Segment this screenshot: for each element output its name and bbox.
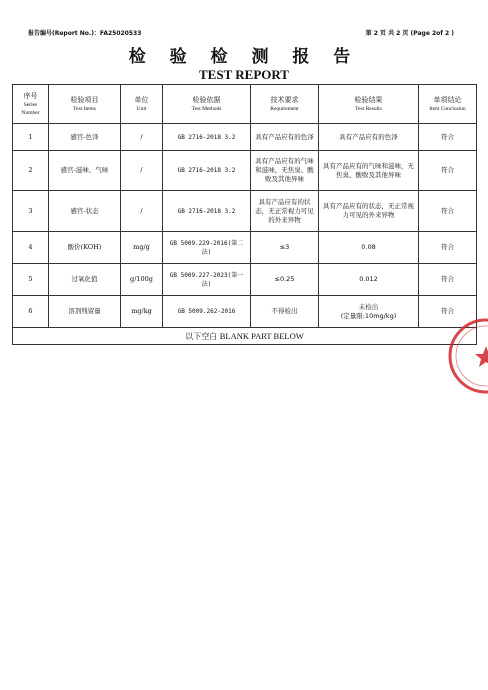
cell-method: GB 2716-2018 3.2 xyxy=(163,124,251,151)
cell-method: GB 2716-2018 3.2 xyxy=(163,191,251,232)
cell-no: 4 xyxy=(13,232,49,264)
table-header-row xyxy=(13,85,477,124)
cell-item: 感官-滋味、气味 xyxy=(49,151,121,191)
cell-no: 2 xyxy=(13,151,49,191)
cell-item: 感官-状态 xyxy=(49,191,121,232)
table-row xyxy=(13,124,477,151)
col-header-unit: 单位 Unit xyxy=(121,85,163,124)
cell-conclusion: 符合 xyxy=(419,264,477,296)
report-number: 报告编号(Report No.)：FA25020533 xyxy=(28,30,142,37)
table-row xyxy=(13,191,477,232)
table-row xyxy=(13,296,477,328)
page-info: 第 2 页 共 2 页 (Page 2of 2 ) xyxy=(365,30,454,37)
cell-item: 感官-色泽 xyxy=(49,124,121,151)
cell-no: 5 xyxy=(13,264,49,296)
cell-requirement: 具有产品应有的气味和滋味，无焦臭、酸败及其他异味 xyxy=(251,151,319,191)
col-header-item: 检验项目 Test Items xyxy=(49,85,121,124)
cell-result: 0.08 xyxy=(319,232,419,264)
cell-unit: mg/g xyxy=(121,232,163,264)
report-title-cn: 检 验 检 测 报 告 xyxy=(128,47,360,67)
cell-conclusion: 符合 xyxy=(419,151,477,191)
col-header-conclusion: 单项结论 Item Conclusion xyxy=(419,85,477,124)
cell-result: 0.012 xyxy=(319,264,419,296)
col-header-series: 序号 Series Number xyxy=(13,85,49,124)
col-header-requirement: 技术要求 Requirement xyxy=(251,85,319,124)
cell-requirement: ≤3 xyxy=(251,232,319,264)
cell-item: 溶剂残留量 xyxy=(49,296,121,328)
result-value: 未检出 xyxy=(358,302,379,311)
cell-conclusion: 符合 xyxy=(419,232,477,264)
cell-method: GB 5009.229-2016(第二法) xyxy=(163,232,251,264)
cell-item: 过氧化值 xyxy=(49,264,121,296)
red-seal-stamp xyxy=(446,316,488,396)
cell-requirement: 不得检出 xyxy=(251,296,319,328)
seal-icon xyxy=(450,320,488,392)
result-note: (定量限:10mg/kg) xyxy=(340,311,397,320)
cell-requirement: ≤0.25 xyxy=(251,264,319,296)
cell-result: 具有产品应有的气味和滋味，无焦臭、酸败及其他异味 xyxy=(319,151,419,191)
cell-unit: mg/kg xyxy=(121,296,163,328)
cell-method: GB 5009.262-2016 xyxy=(163,296,251,328)
col-header-result: 检验结果 Test Results xyxy=(319,85,419,124)
cell-unit: / xyxy=(121,191,163,232)
cell-requirement: 具有产品应有的色泽 xyxy=(251,124,319,151)
cell-no: 6 xyxy=(13,296,49,328)
report-header xyxy=(28,28,454,38)
cell-unit: / xyxy=(121,124,163,151)
cell-item: 酸价(KOH) xyxy=(49,232,121,264)
cell-no: 1 xyxy=(13,124,49,151)
cell-conclusion: 符合 xyxy=(419,191,477,232)
blank-part-cn: 以下空白 xyxy=(185,331,218,341)
col-header-method: 检验依据 Test Methods xyxy=(163,85,251,124)
test-results-table xyxy=(12,84,477,345)
table-row xyxy=(13,232,477,264)
cell-method: GB 2716-2018 3.2 xyxy=(163,151,251,191)
blank-part-cell xyxy=(13,328,477,345)
cell-requirement: 具有产品应有的状态，无正常视力可见的外来异物 xyxy=(251,191,319,232)
cell-method: GB 5009.227-2023(第一法) xyxy=(163,264,251,296)
report-title-en: TEST REPORT xyxy=(199,67,289,82)
cell-unit: g/100g xyxy=(121,264,163,296)
cell-result: 具有产品应有的色泽 xyxy=(319,124,419,151)
table-row xyxy=(13,151,477,191)
blank-part-row xyxy=(13,328,477,345)
table-row xyxy=(13,264,477,296)
cell-result: 具有产品应有的状态，无正常视力可见的外来异物 xyxy=(319,191,419,232)
cell-conclusion: 符合 xyxy=(419,296,477,328)
cell-result xyxy=(319,296,419,328)
cell-unit: / xyxy=(121,151,163,191)
blank-part-en: BLANK PART BELOW xyxy=(219,330,304,341)
cell-conclusion: 符合 xyxy=(419,124,477,151)
cell-no: 3 xyxy=(13,191,49,232)
